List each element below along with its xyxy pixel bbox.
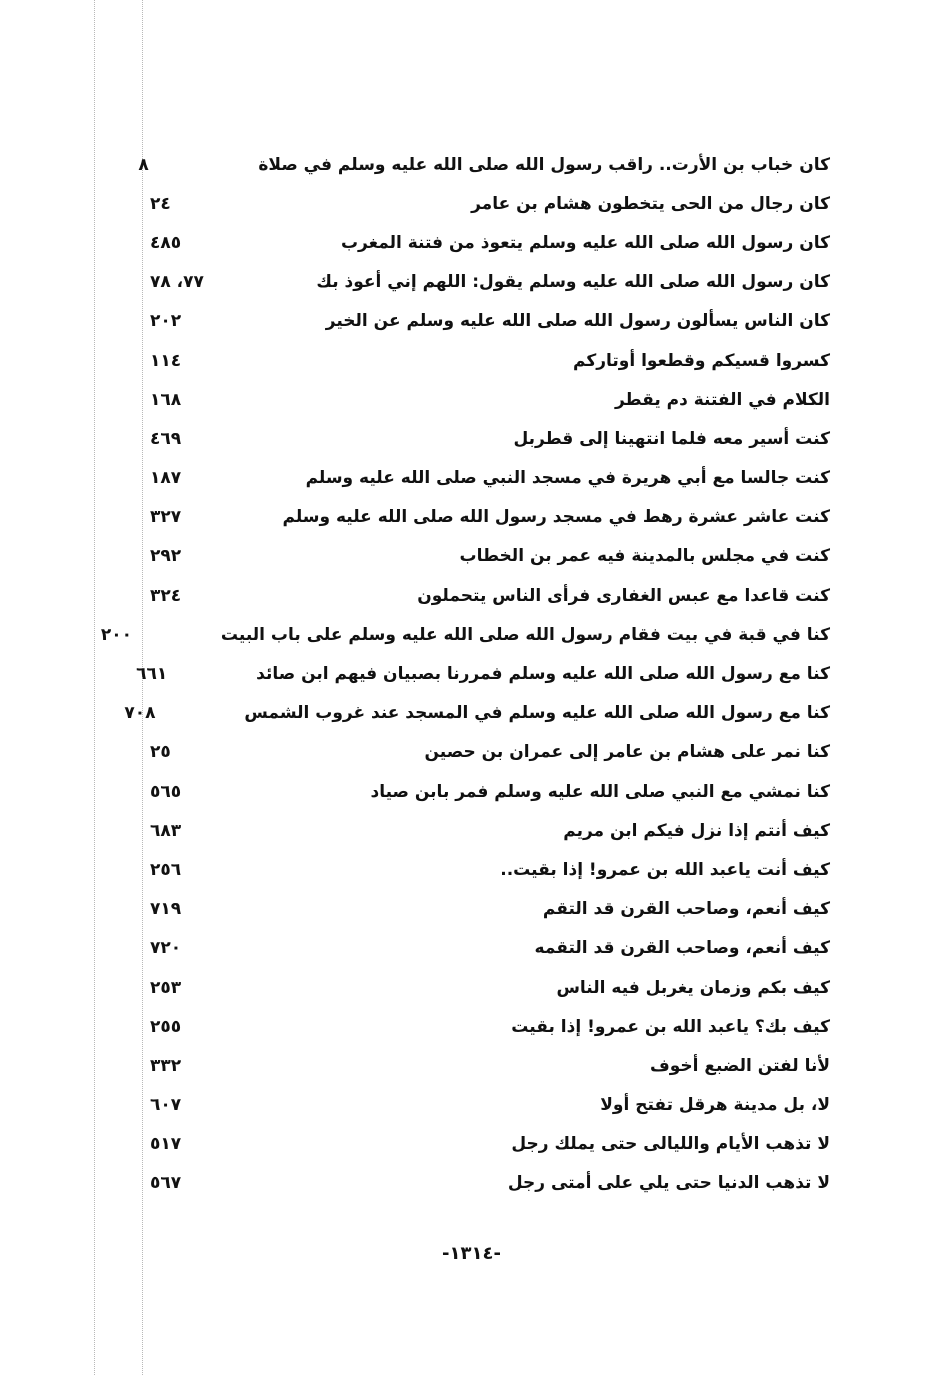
index-entry [100,615,830,654]
index-entry [150,302,830,341]
index-entry [150,733,830,772]
index-entry [138,145,830,184]
entry-page-ref: ٢٠٠ [100,624,133,645]
entry-text: كنا نمر على هشام بن عامر إلى عمران بن حصين [424,742,830,763]
page-number: -١٣١٤- [442,1243,501,1264]
index-entry [150,537,830,576]
entry-text: كيف أنعم، وصاحب القرن قد التقمه [534,938,830,959]
index-entry [150,1125,830,1164]
entry-page-ref: ٦٦١ [136,664,168,685]
entry-text: كنت عاشر عشرة رهط في مسجد رسول الله صلى الله عليه وسلم [282,507,830,528]
entry-text: كيف بكم وزمان يغربل فيه الناس [556,977,830,998]
entry-page-ref: ٤٨٥ [150,232,182,253]
entry-page-ref: ٦٠٧ [150,1095,182,1116]
entry-page-ref: ٢٤ [150,193,171,214]
entry-page-ref: ١٨٧ [150,468,182,489]
index-entry [124,694,830,733]
entry-text: كنت جالسا مع أبي هريرة في مسجد النبي صلى الله عليه وسلم [305,468,830,489]
entry-text: لأنا لفتن الضبع أخوف [649,1055,830,1076]
entry-text: كنا مع رسول الله صلى الله عليه وسلم في المسجد عند غروب الشمس [244,703,830,724]
index-entry [150,850,830,889]
entry-page-ref: ٧٠٨ [124,703,156,724]
entry-page-ref: ٥١٧ [150,1134,182,1155]
index-entry [150,1164,830,1203]
entry-page-ref: ٢٥ [150,742,171,763]
entry-text: كنت في مجلس بالمدينة فيه عمر بن الخطاب [459,546,830,567]
index-entry [136,654,830,693]
entry-text: كان رسول الله صلى الله عليه وسلم يتعوذ من فتنة المغرب [340,232,830,253]
index-entry [150,1046,830,1085]
entry-page-ref: ٥٦٥ [150,781,182,802]
index-entry [150,263,830,302]
index-entry [150,184,830,223]
index-entry [150,1007,830,1046]
entry-text: كيف بك؟ ياعبد الله بن عمرو! إذا بقيت [511,1016,830,1037]
margin-line [142,0,143,1375]
entry-page-ref: ١١٤ [150,350,182,371]
index-entry [150,968,830,1007]
entry-text: لا، بل مدينة هرقل تفتح أولا [600,1095,830,1116]
entry-text: كنت قاعدا مع عبس الغفارى فرأى الناس يتحملون [417,585,830,606]
entry-page-ref: ٢٩٢ [150,546,182,567]
entry-page-ref: ٥٦٧ [150,1173,182,1194]
entry-text: كنا نمشي مع النبي صلى الله عليه وسلم فمر بابن صياد [370,781,830,802]
index-entry [150,890,830,929]
index-entry [150,1086,830,1125]
index-entry [150,459,830,498]
entry-page-ref: ٧١٩ [150,899,182,920]
index-entry [150,223,830,262]
entry-text: كان رسول الله صلى الله عليه وسلم يقول: اللهم إني أعوذ بك [316,272,830,293]
entry-page-ref: ٦٨٣ [150,820,182,841]
entry-page-ref: ٣٢٤ [150,585,182,606]
entry-text: الكلام في الفتنة دم يقطر [614,389,830,410]
entry-text: كيف أنعم، وصاحب القرن قد التقم [542,899,830,920]
entry-page-ref: ٣٣٢ [150,1055,182,1076]
index-entry [150,419,830,458]
entry-page-ref: ٢٥٣ [150,977,182,998]
index-entry [150,498,830,537]
entry-text: كنت أسير معه فلما انتهينا إلى قطربل [513,428,830,449]
index-entry [150,576,830,615]
entry-text: كنا مع رسول الله صلى الله عليه وسلم فمررنا بصبيان فيهم ابن صائد [256,664,830,685]
index-entry [150,772,830,811]
margin-line [94,0,95,1375]
entry-text: كان خباب بن الأرت.. راقب رسول الله صلى الله عليه وسلم في صلاة [258,154,830,175]
index-entry [150,380,830,419]
entry-text: كسروا قسيكم وقطعوا أوتاركم [572,350,830,371]
entry-text: كان رجال من الحى يتخطون هشام بن عامر [471,193,830,214]
entry-page-ref: ٤٦٩ [150,428,182,449]
entry-text: كان الناس يسألون رسول الله صلى الله عليه وسلم عن الخير [325,311,830,332]
index-entry [150,811,830,850]
entry-page-ref: ٧٢٠ [150,938,182,959]
entry-text: كنا في قبة في بيت فقام رسول الله صلى الله عليه وسلم على باب البيت [220,624,830,645]
entry-text: كيف أنت ياعبد الله بن عمرو! إذا بقيت.. [500,859,830,880]
index-list [100,145,830,1203]
entry-page-ref: ٨ [138,154,149,175]
entry-page-ref: ٢٥٥ [150,1016,182,1037]
entry-page-ref: ٧٧، ٧٨ [150,272,204,293]
index-entry [150,929,830,968]
entry-page-ref: ١٦٨ [150,389,182,410]
entry-text: لا تذهب الدنيا حتى يلي على أمتى رجل [507,1173,830,1194]
entry-page-ref: ٣٢٧ [150,507,182,528]
entry-text: كيف أنتم إذا نزل فيكم ابن مريم [563,820,830,841]
entry-text: لا تذهب الأيام والليالى حتى يملك رجل [511,1134,830,1155]
entry-page-ref: ٢٥٦ [150,859,182,880]
index-entry [150,341,830,380]
entry-page-ref: ٢٠٢ [150,311,182,332]
